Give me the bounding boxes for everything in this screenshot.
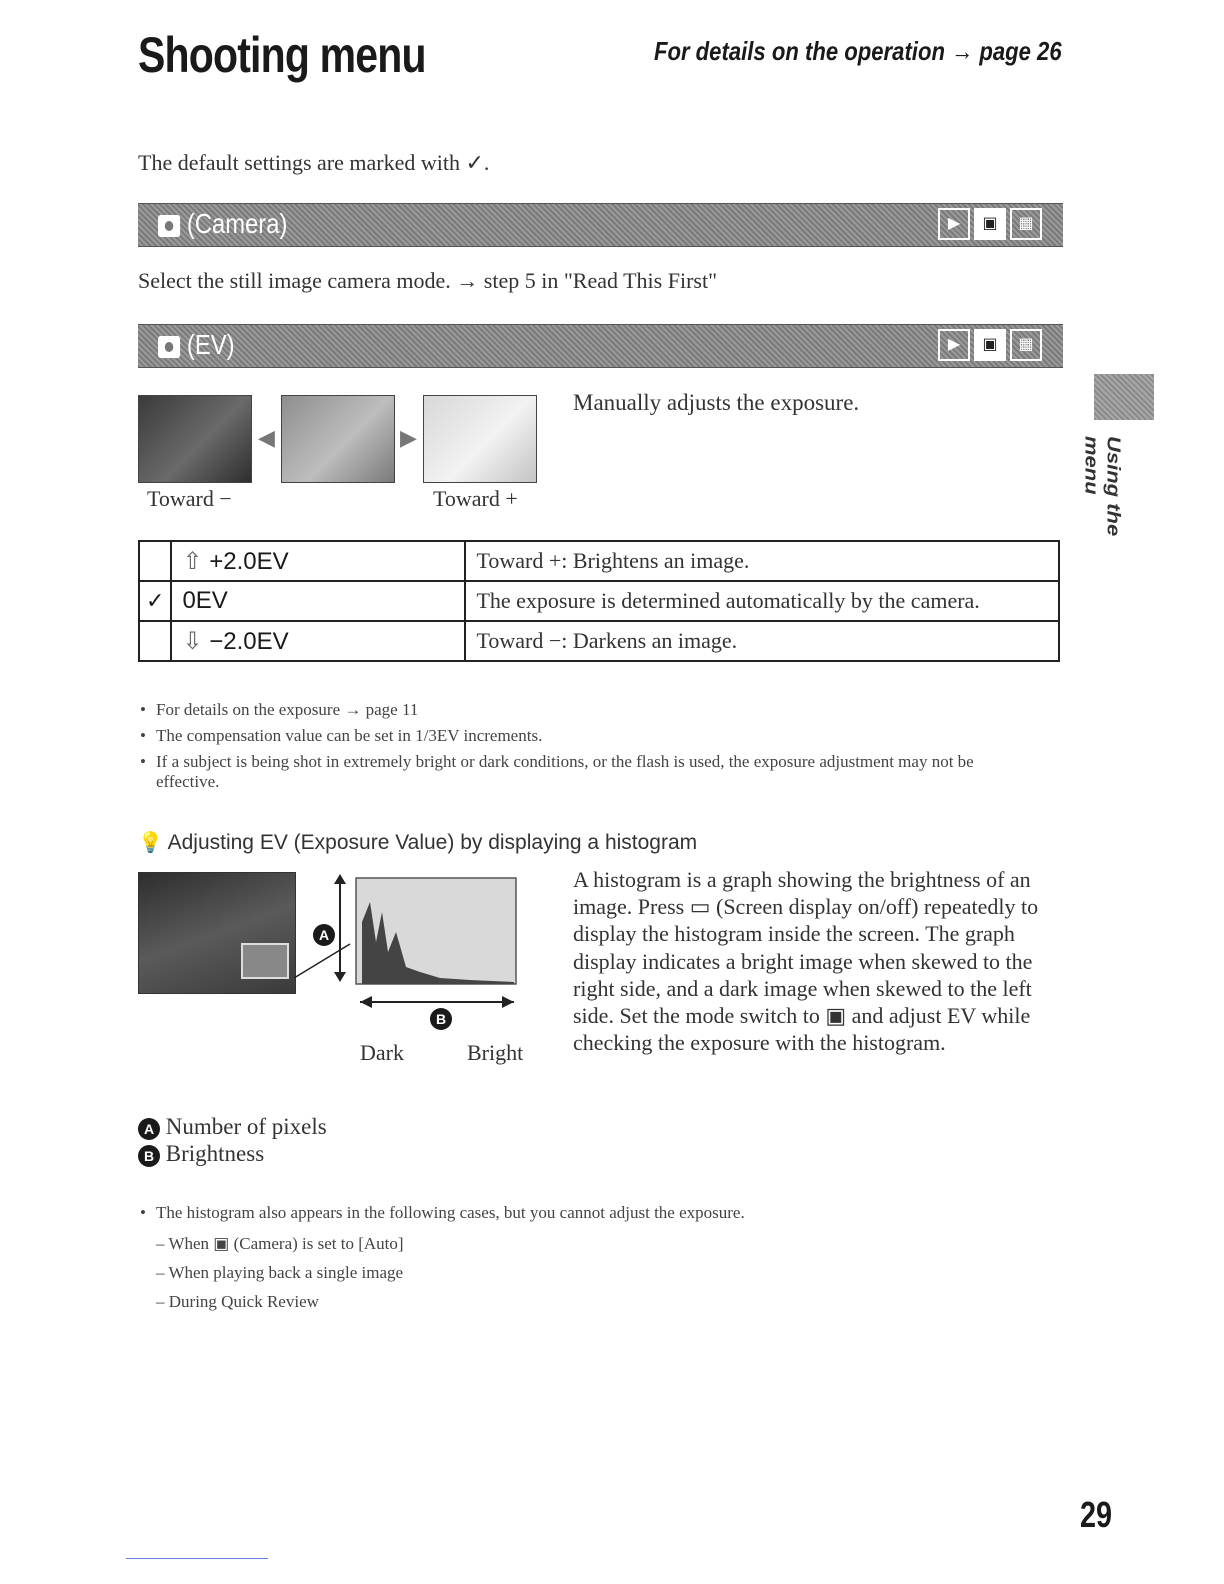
ev-value-cell	[171, 621, 465, 661]
table-row	[139, 581, 1059, 621]
ev-value-cell	[171, 581, 465, 621]
camera-section-bar	[138, 203, 1063, 247]
list-item: – When playing back a single image	[156, 1263, 404, 1282]
lightbulb-icon: 💡	[138, 832, 163, 854]
dark-photo	[138, 395, 252, 483]
bright-photo	[423, 395, 537, 483]
toward-minus-label: Toward −	[147, 486, 232, 511]
arrow-up-icon: ⇧	[182, 547, 203, 575]
ev-value: +2.0EV	[209, 547, 289, 575]
camera-mode-icon: ▣	[974, 208, 1006, 240]
list-item: – During Quick Review	[156, 1292, 319, 1311]
side-tab-label: Using the menu	[1081, 436, 1125, 537]
page-number: 29	[1079, 1494, 1112, 1535]
right-arrow-icon: ▶	[400, 425, 417, 450]
ev-bar-title	[158, 329, 235, 361]
ev-value: 0EV	[182, 587, 228, 614]
histogram-explanation: A histogram is a graph showing the brightness of an image. Press ▭ (Screen display on/off) repeatedly to display the histogram inside the screen. The graph display indicates a bright image when skewed to the right side, and a dark image when skewed to the left side. Set the mode switch to ▣ and adjust EV while checking the exposure with the histogram.	[573, 867, 1039, 1056]
camera-icon	[158, 215, 180, 237]
legend-b: B Brightness	[138, 1141, 264, 1167]
camera-mode-icon: ▣	[974, 329, 1006, 361]
ev-settings-table	[138, 540, 1060, 662]
legend-a: A Number of pixels	[138, 1114, 327, 1140]
ev-desc-cell: Toward +: Brightens an image.	[465, 541, 1059, 581]
ev-bar-label: (EV)	[186, 329, 235, 360]
legend-b-text: Brightness	[165, 1141, 265, 1166]
playback-mode-icon: ▶	[938, 329, 970, 361]
movie-mode-icon: ▦	[1010, 208, 1042, 240]
footer-line	[126, 1558, 268, 1559]
tip-heading	[138, 830, 697, 855]
lcd-screen-image	[138, 872, 296, 994]
ev-notes	[138, 700, 1008, 798]
camera-bar-label: (Camera)	[186, 208, 288, 239]
ev-value-cell	[171, 541, 465, 581]
ev-desc-cell: The exposure is determined automatically by the camera.	[465, 581, 1059, 621]
ev-section-bar	[138, 324, 1063, 368]
tip-heading-text: Adjusting EV (Exposure Value) by displaying a histogram	[167, 831, 698, 854]
histogram-cases	[138, 1203, 1018, 1316]
dark-label: Dark	[360, 1040, 404, 1065]
arrow-down-icon: ⇩	[182, 627, 203, 655]
side-tab-marker	[1094, 374, 1154, 420]
normal-photo	[281, 395, 395, 483]
default-check-cell	[139, 541, 171, 581]
ev-value: −2.0EV	[209, 627, 289, 655]
movie-mode-icon: ▦	[1010, 329, 1042, 361]
intro-text: The default settings are marked with ✓.	[138, 150, 490, 175]
table-row	[139, 621, 1059, 661]
ev-icon	[158, 336, 180, 358]
page-reference: For details on the operation → page 26	[654, 36, 1062, 66]
list-item: • For details on the exposure → page 11	[138, 700, 1008, 720]
default-check-cell: ✓	[139, 581, 171, 621]
marker-a: A	[313, 924, 335, 946]
page-title: Shooting menu	[138, 27, 426, 83]
ev-summary: Manually adjusts the exposure.	[573, 390, 860, 415]
table-row	[139, 541, 1059, 581]
marker-b: B	[430, 1008, 452, 1030]
list-item: • If a subject is being shot in extremely bright or dark conditions, or the flash is used, the exposure adjustment may not be effective.	[138, 752, 1008, 792]
camera-description: Select the still image camera mode. → step 5 in "Read This First"	[138, 268, 718, 293]
cases-list	[138, 1229, 1018, 1316]
legend-a-text: Number of pixels	[165, 1114, 327, 1139]
camera-bar-title	[158, 208, 287, 240]
list-item: • The compensation value can be set in 1/3EV increments.	[138, 726, 1008, 746]
toward-plus-label: Toward +	[433, 486, 518, 511]
ev-desc-cell: Toward −: Darkens an image.	[465, 621, 1059, 661]
list-item: – When ▣ (Camera) is set to [Auto]	[156, 1234, 404, 1253]
list-item: • The histogram also appears in the following cases, but you cannot adjust the exposure.	[138, 1203, 1018, 1223]
mini-histogram-box	[241, 943, 289, 979]
bright-label: Bright	[467, 1040, 524, 1065]
playback-mode-icon: ▶	[938, 208, 970, 240]
default-check-cell	[139, 621, 171, 661]
left-arrow-icon: ◀	[258, 425, 275, 450]
